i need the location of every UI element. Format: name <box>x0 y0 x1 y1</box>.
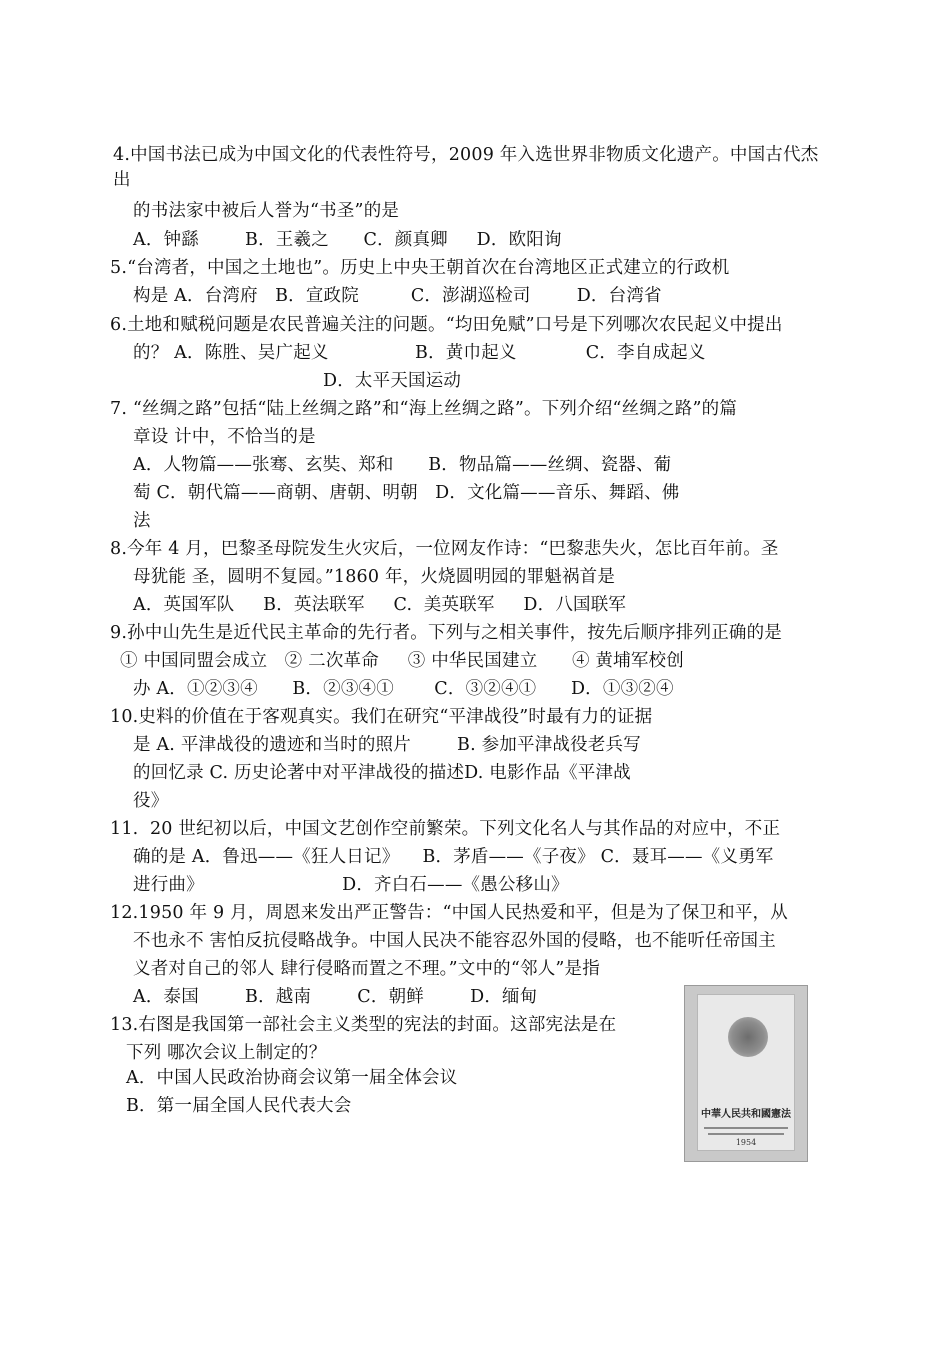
national-emblem-icon <box>728 1017 768 1057</box>
q8-options: A．英国军队 B．英法联军 C. 美英联军 D．八国联军 <box>133 595 627 615</box>
q9-line-3: 办 A．①②③④ B．②③④① C．③②④① D．①③②④ <box>133 679 674 699</box>
q10-line-3: 的回忆录 C. 历史论著中对平津战役的描述D. 电影作品《平津战 <box>133 763 631 783</box>
q10-line-1: 10.史料的价值在于客观真实。我们在研究“平津战役”时最有力的证据 <box>110 707 653 727</box>
q4-options: A．钟繇 B．王羲之 C．颜真卿 D．欧阳询 <box>133 230 562 250</box>
q7-line-4: 萄 C．朝代篇——商朝、唐朝、明朝 D．文化篇——音乐、舞蹈、佛 <box>133 483 680 503</box>
q10-line-2: 是 A. 平津战役的遗迹和当时的照片 B. 参加平津战役老兵写 <box>133 735 641 755</box>
q13-option-a: A．中国人民政治协商会议第一届全体会议 <box>126 1068 458 1088</box>
constitution-cover-image <box>684 985 808 1162</box>
q12-line-2: 不也永不 害怕反抗侵略战争。中国人民决不能容忍外国的侵略，也不能听任帝国主 <box>133 931 776 951</box>
q8-line-1: 8.今年 4 月，巴黎圣母院发生火灾后，一位网友作诗：“巴黎悲失火，怎比百年前。圣 <box>110 539 779 559</box>
q4-line-1: 4.中国书法已成为中国文化的代表性符号，2009 年入选世界非物质文化遗产。中国古代杰 <box>113 145 819 165</box>
cover-small-print <box>704 1127 788 1129</box>
q8-line-2: 母犹能 圣，圆明不复园。”1860 年，火烧圆明园的罪魁祸首是 <box>133 567 616 587</box>
q7-line-1: 7. “丝绸之路”包括“陆上丝绸之路”和“海上丝绸之路”。下列介绍“丝绸之路”的篇 <box>110 399 738 419</box>
q12-options: A．泰国 B．越南 C．朝鲜 D．缅甸 <box>133 987 538 1007</box>
cover-year: 1954 <box>735 1138 757 1147</box>
q7-line-3: A．人物篇——张骞、玄奘、郑和 B．物品篇——丝绸、瓷器、葡 <box>133 455 672 475</box>
q6-line-2: 的？ A．陈胜、吴广起义 B．黄巾起义 C．李自成起义 <box>133 343 706 363</box>
cover-small-print <box>708 1133 784 1135</box>
q9-line-1: 9.孙中山先生是近代民主革命的先行者。下列与之相关事件，按先后顺序排列正确的是 <box>110 623 782 643</box>
q6-line-1: 6.土地和赋税问题是农民普遍关注的问题。“均田免赋”口号是下列哪次农民起义中提出 <box>110 315 783 335</box>
q9-line-2: ① 中国同盟会成立 ② 二次革命 ③ 中华民国建立 ④ 黄埔军校创 <box>120 651 684 671</box>
q11-line-3: 进行曲》 D．齐白石——《愚公移山》 <box>133 875 569 895</box>
cover-title: 中華人民共和國憲法 <box>701 1109 791 1120</box>
q12-line-1: 12.1950 年 9 月，周恩来发出严正警告：“中国人民热爱和平，但是为了保卫和平，从 <box>110 903 788 923</box>
q13-line-2: 下列 哪次会议上制定的？ <box>126 1043 327 1063</box>
q5-line-1: 5.“台湾者，中国之土地也”。历史上中央王朝首次在台湾地区正式建立的行政机 <box>110 258 730 278</box>
q6-option-d: D．太平天国运动 <box>323 371 462 391</box>
q7-line-5: 法 <box>133 511 151 531</box>
q10-line-4: 役》 <box>133 791 169 811</box>
q13-option-b: B．第一届全国人民代表大会 <box>126 1096 352 1116</box>
q11-line-1: 11. 20 世纪初以后，中国文艺创作空前繁荣。下列文化名人与其作品的对应中，不正 <box>110 819 781 839</box>
q11-line-2: 确的是 A．鲁迅——《狂人日记》 B．茅盾——《子夜》 C．聂耳——《义勇军 <box>133 847 774 867</box>
q5-line-2: 构是 A．台湾府 B．宣政院 C．澎湖巡检司 D．台湾省 <box>133 286 662 306</box>
q12-line-3: 义者对自己的邻人 肆行侵略而置之不理。”文中的“邻人”是指 <box>133 959 600 979</box>
cover-page <box>697 994 795 1151</box>
q4-line-2: 出 <box>113 170 131 190</box>
q4-line-3: 的书法家中被后人誉为“书圣”的是 <box>133 201 400 221</box>
q13-line-1: 13.右图是我国第一部社会主义类型的宪法的封面。这部宪法是在 <box>110 1015 617 1035</box>
q7-line-2: 章设 计中，不恰当的是 <box>133 427 316 447</box>
